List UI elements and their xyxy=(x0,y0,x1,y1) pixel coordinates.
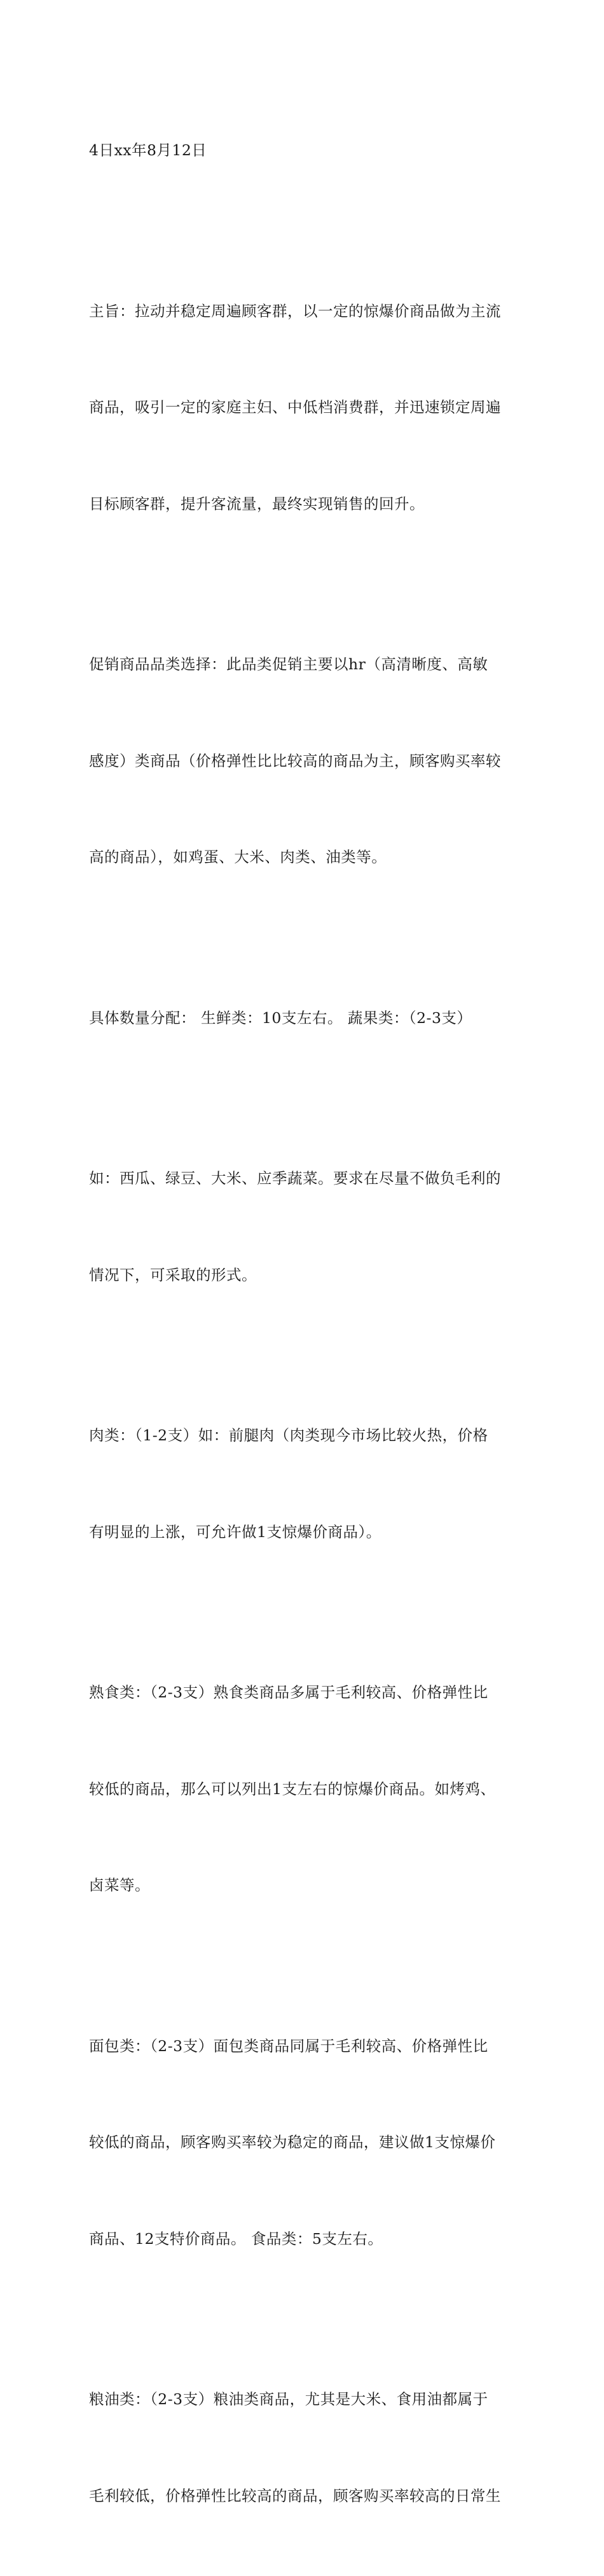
text-line: 熟食类：（2-3支）熟食类商品多属于毛利较高、价格弹性比 xyxy=(89,1683,488,1701)
text-line: 促销商品品类选择：此品类促销主要以hr（高清晰度、高敏 xyxy=(89,655,488,673)
text-line: 卤菜等。 xyxy=(89,1876,150,1894)
document-body xyxy=(89,70,521,2576)
text-line: 商品，吸引一定的家庭主妇、中低档消费群，并迅速锁定周遍 xyxy=(89,398,501,416)
text-line: 肉类：（1-2支）如：前腿肉（肉类现今市场比较火热，价格 xyxy=(89,1426,488,1444)
paragraph-category-selection xyxy=(89,584,521,938)
paragraph-deli xyxy=(89,1612,521,1966)
paragraph-quantity-allocation xyxy=(89,938,521,1099)
paragraph-grain-oil xyxy=(89,2319,521,2576)
text-line: 较低的商品，顾客购买率较为稳定的商品，建议做1支惊爆价 xyxy=(89,2133,496,2151)
paragraph-produce xyxy=(89,1098,521,1355)
text-line: 4日xx年8月12日 xyxy=(89,141,207,159)
text-line: 有明显的上涨，可允许做1支惊爆价商品）。 xyxy=(89,1522,381,1541)
text-line: 感度）类商品（价格弹性比比较高的商品为主，顾客购买率较 xyxy=(89,751,501,770)
date-line xyxy=(89,70,521,231)
text-line: 目标顾客群，提升客流量，最终实现销售的回升。 xyxy=(89,494,425,513)
text-line: 情况下，可采取的形式。 xyxy=(89,1265,257,1284)
paragraph-meat xyxy=(89,1355,521,1612)
paragraph-bakery xyxy=(89,1966,521,2320)
text-line: 主旨：拉动并稳定周遍顾客群，以一定的惊爆价商品做为主流 xyxy=(89,302,501,320)
text-line: 如：西瓜、绿豆、大米、应季蔬菜。要求在尽量不做负毛利的 xyxy=(89,1169,501,1187)
text-line: 商品、12支特价商品。 食品类：5支左右。 xyxy=(89,2229,383,2248)
text-line: 高的商品），如鸡蛋、大米、肉类、油类等。 xyxy=(89,848,387,866)
text-line: 面包类：（2-3支）面包类商品同属于毛利较高、价格弹性比 xyxy=(89,2036,488,2055)
text-line: 具体数量分配： 生鲜类：10支左右。 蔬果类：（2-3支） xyxy=(89,1008,472,1027)
text-line: 粮油类：（2-3支）粮油类商品，尤其是大米、食用油都属于 xyxy=(89,2390,488,2408)
text-line: 较低的商品，那么可以列出1支左右的惊爆价商品。如烤鸡、 xyxy=(89,1779,496,1798)
text-line: 毛利较低，价格弹性比较高的商品，顾客购买率较高的日常生 xyxy=(89,2486,501,2505)
paragraph-purpose xyxy=(89,231,521,585)
